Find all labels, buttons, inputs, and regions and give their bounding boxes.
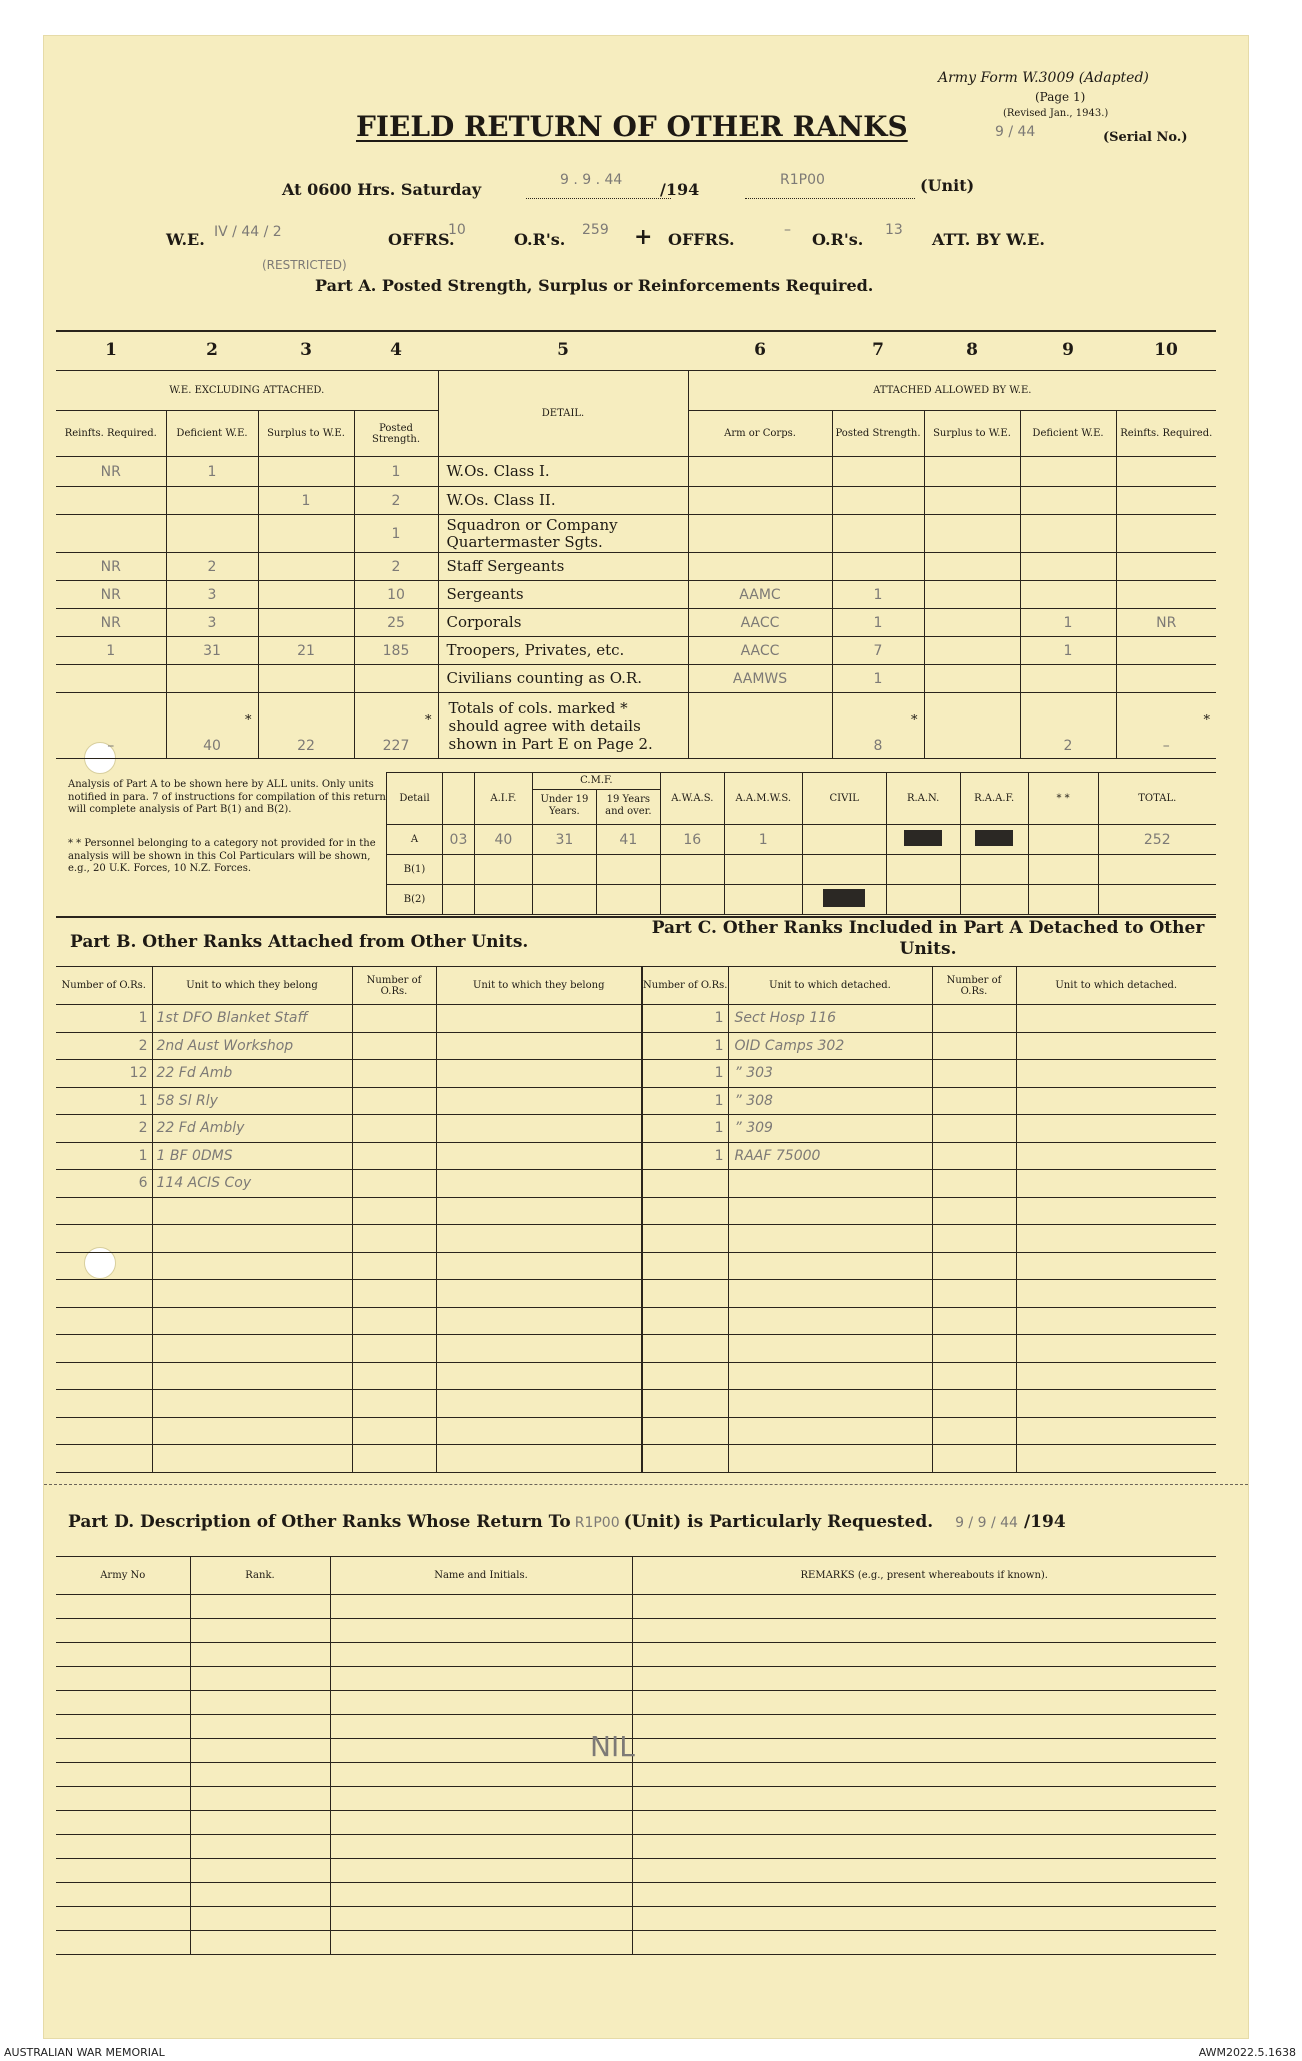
hw-cell xyxy=(688,457,832,487)
part-d-row xyxy=(56,1667,1216,1691)
part-a-row xyxy=(56,457,1216,487)
part-a-row xyxy=(56,609,1216,637)
hw-cell xyxy=(1020,457,1116,487)
part-b-col: Number of O.Rs. xyxy=(56,967,152,1005)
col-header: Deficient W.E. xyxy=(166,411,258,457)
detail-cell: Civilians counting as O.R. xyxy=(438,665,688,693)
hw-cell: 2 xyxy=(166,553,258,581)
col-number: 9 xyxy=(1062,340,1074,360)
analysis-row-label: B(1) xyxy=(387,855,443,885)
analysis-cell: 16 xyxy=(660,825,724,855)
hw-restricted: (RESTRICTED) xyxy=(262,258,347,272)
hw-cell xyxy=(1020,581,1116,609)
hw-cell: AACC xyxy=(688,609,832,637)
hw-cell: 3 xyxy=(166,581,258,609)
detail-cell: Staff Sergeants xyxy=(438,553,688,581)
part-c-col: Unit to which detached. xyxy=(1016,967,1216,1005)
part-d-year: /194 xyxy=(1023,1512,1066,1532)
part-a-row xyxy=(56,553,1216,581)
hw-cell xyxy=(924,581,1020,609)
hw-cell: 1 xyxy=(1020,637,1116,665)
col-header: Deficient W.E. xyxy=(1020,411,1116,457)
hw-cell xyxy=(832,457,924,487)
analysis-cell: 1 xyxy=(724,825,802,855)
col-number: 5 xyxy=(557,340,569,360)
part-d-row xyxy=(56,1619,1216,1643)
cmf-group xyxy=(532,773,660,825)
part-d-row xyxy=(56,1715,1216,1739)
part-d-row xyxy=(56,1835,1216,1859)
hw-part-c-count: 1 xyxy=(642,1115,728,1143)
hw-cell: AACC xyxy=(688,637,832,665)
hw-cell xyxy=(1116,457,1216,487)
part-bc-row xyxy=(56,1170,1216,1198)
part-d-row xyxy=(56,1811,1216,1835)
part-d-row xyxy=(56,1595,1216,1619)
hw-part-b-count: 12 xyxy=(56,1060,152,1088)
col-number: 4 xyxy=(390,340,402,360)
col-header: Reinfts. Required. xyxy=(56,411,166,457)
hw-ors: 259 xyxy=(582,222,609,238)
detail-cell: W.Os. Class II. xyxy=(438,487,688,515)
detail-cell: Corporals xyxy=(438,609,688,637)
part-b-col: Unit to which they belong xyxy=(152,967,352,1005)
hw-total: – xyxy=(107,738,115,754)
hw-cell xyxy=(258,553,354,581)
part-a-row xyxy=(56,487,1216,515)
unit-line xyxy=(745,198,915,199)
part-d-row xyxy=(56,1859,1216,1883)
part-c-col: Unit to which detached. xyxy=(728,967,932,1005)
part-d-row xyxy=(56,1931,1216,1955)
analysis-cell: 31 xyxy=(532,825,596,855)
star-marker: * xyxy=(1203,713,1210,728)
att-label: ATT. BY W.E. xyxy=(932,230,1045,249)
part-d-title xyxy=(68,1512,1066,1532)
col-header: Posted Strength. xyxy=(354,411,438,457)
part-c-col: Number of O.Rs. xyxy=(642,967,728,1005)
col-number: 8 xyxy=(966,340,978,360)
hw-cell xyxy=(354,665,438,693)
we-label: W.E. xyxy=(166,230,205,249)
part-bc-row xyxy=(56,1335,1216,1363)
col-number: 6 xyxy=(754,340,766,360)
col-header: Surplus to W.E. xyxy=(924,411,1020,457)
year-label: /194 xyxy=(660,180,700,199)
analysis-cell: 03 xyxy=(442,825,474,855)
hw-part-b-count: 1 xyxy=(56,1087,152,1115)
hw-part-b-unit: 22 Fd Ambly xyxy=(152,1115,352,1143)
hw-cell xyxy=(56,665,166,693)
hw-cell: 1 xyxy=(832,665,924,693)
hw-total: 2 xyxy=(1063,738,1073,754)
part-bc-row xyxy=(56,1445,1216,1473)
hw-part-b-count: 2 xyxy=(56,1115,152,1143)
analysis-header: R.A.N. xyxy=(886,773,960,825)
part-d-row xyxy=(56,1643,1216,1667)
hw-part-b-count: 2 xyxy=(56,1032,152,1060)
hw-part-b-count: 1 xyxy=(56,1005,152,1033)
part-d-col: REMARKS (e.g., present whereabouts if known). xyxy=(632,1557,1216,1595)
part-bc-row xyxy=(56,1417,1216,1445)
part-d-row xyxy=(56,1907,1216,1931)
col-number: 1 xyxy=(105,340,117,360)
part-d-table xyxy=(56,1556,1216,1955)
part-b-title: Part B. Other Ranks Attached from Other Units. xyxy=(70,932,529,952)
part-a-row xyxy=(56,637,1216,665)
hw-cell: 7 xyxy=(832,637,924,665)
hw-cell xyxy=(924,637,1020,665)
unit-label: (Unit) xyxy=(920,176,975,195)
hw-part-c-count: 1 xyxy=(642,1005,728,1033)
hw-part-b-unit: 22 Fd Amb xyxy=(152,1060,352,1088)
hw-cell: NR xyxy=(56,581,166,609)
part-bc-row xyxy=(56,1280,1216,1308)
col-header: Arm or Corps. xyxy=(688,411,832,457)
hw-cell xyxy=(56,487,166,515)
hw-cell xyxy=(1116,665,1216,693)
redaction-block xyxy=(886,825,960,855)
hw-total: 40 xyxy=(203,738,221,754)
hw-cell xyxy=(832,553,924,581)
hw-cell: NR xyxy=(56,609,166,637)
part-bc-row xyxy=(56,1307,1216,1335)
hw-offrs2: – xyxy=(784,222,791,238)
hw-cell: NR xyxy=(1116,609,1216,637)
hw-cell xyxy=(832,487,924,515)
hw-cell xyxy=(166,487,258,515)
hw-cell xyxy=(688,487,832,515)
hw-part-c-unit: ” 309 xyxy=(728,1115,932,1143)
redaction-block xyxy=(802,885,886,915)
hw-cell xyxy=(924,515,1020,553)
hw-total: 227 xyxy=(382,738,410,754)
col-number: 3 xyxy=(300,340,312,360)
perforation-line xyxy=(44,1484,1248,1485)
hw-cell: 1 xyxy=(354,515,438,553)
analysis-header: R.A.A.F. xyxy=(960,773,1028,825)
hw-part-b-unit: 2nd Aust Workshop xyxy=(152,1032,352,1060)
hw-cell: 1 xyxy=(56,637,166,665)
hw-total: 22 xyxy=(297,738,315,754)
hw-cell: 1 xyxy=(832,581,924,609)
part-bc-row xyxy=(56,1362,1216,1390)
date-line xyxy=(526,198,671,199)
right-group-header: ATTACHED ALLOWED BY W.E. xyxy=(688,371,1216,411)
detail-cell: Troopers, Privates, etc. xyxy=(438,637,688,665)
analysis-note-2: * * Personnel belonging to a category not provided for in the analysis will be shown in this Col Particulars will be shown, e.g., 20 U.K. Forces, 10 N.Z. Forces. xyxy=(68,838,376,874)
hw-cell xyxy=(166,515,258,553)
hw-cell xyxy=(924,487,1020,515)
hw-part-b-unit: 114 ACIS Coy xyxy=(152,1170,352,1198)
col-header: Surplus to W.E. xyxy=(258,411,354,457)
hw-cell xyxy=(1116,487,1216,515)
part-d-title-a: Part D. Description of Other Ranks Whose Return To xyxy=(68,1512,571,1532)
col-header: Posted Strength. xyxy=(832,411,924,457)
footer-right: AWM2022.5.1638 xyxy=(1198,2046,1296,2059)
analysis-header: CIVIL xyxy=(802,773,886,825)
hw-total: 8 xyxy=(873,738,883,754)
hw-part-d-date: 9 / 9 / 44 xyxy=(955,1515,1018,1531)
hw-cell: 3 xyxy=(166,609,258,637)
detail-cell: W.Os. Class I. xyxy=(438,457,688,487)
hw-date: 9 . 9 . 44 xyxy=(560,172,623,188)
hw-cell xyxy=(832,515,924,553)
part-d-col: Rank. xyxy=(190,1557,330,1595)
part-a-totals-row xyxy=(56,693,1216,759)
hw-cell xyxy=(258,609,354,637)
offrs-label: OFFRS. xyxy=(388,230,455,249)
hw-cell xyxy=(258,581,354,609)
hw-cell xyxy=(258,457,354,487)
analysis-cell: 40 xyxy=(474,825,532,855)
col-number: 7 xyxy=(872,340,884,360)
hw-cell xyxy=(924,553,1020,581)
part-d-col: Name and Initials. xyxy=(330,1557,632,1595)
part-b-col: Number of O.Rs. xyxy=(352,967,436,1005)
detail-cell: Squadron or Company Quartermaster Sgts. xyxy=(438,515,688,553)
hw-cell: 1 xyxy=(1020,609,1116,637)
hw-cell xyxy=(924,609,1020,637)
hw-cell: 25 xyxy=(354,609,438,637)
hw-cell xyxy=(1020,515,1116,553)
part-bc-row xyxy=(56,1032,1216,1060)
analysis-header: A.W.A.S. xyxy=(660,773,724,825)
analysis-header: * * xyxy=(1028,773,1098,825)
hw-cell xyxy=(1020,553,1116,581)
part-bc-row xyxy=(56,1197,1216,1225)
analysis-header: A.I.F. xyxy=(474,773,532,825)
part-bc-row xyxy=(56,1390,1216,1418)
hw-cell xyxy=(1020,487,1116,515)
hw-cell: 21 xyxy=(258,637,354,665)
hw-serial: 9 / 44 xyxy=(995,124,1036,140)
part-d-row xyxy=(56,1739,1216,1763)
part-c-title: Part C. Other Ranks Included in Part A Detached to Other Units. xyxy=(651,918,1205,959)
part-c-col: Number of O.Rs. xyxy=(932,967,1016,1005)
column-numbers xyxy=(56,332,1216,370)
footer-left: AUSTRALIAN WAR MEMORIAL xyxy=(4,2046,165,2059)
hw-cell: NR xyxy=(56,553,166,581)
hw-cell xyxy=(1116,515,1216,553)
hw-cell: 2 xyxy=(354,487,438,515)
analysis-total: 252 xyxy=(1098,825,1216,855)
part-b-col: Unit to which they belong xyxy=(436,967,642,1005)
hw-cell xyxy=(1116,553,1216,581)
star-marker: * xyxy=(911,713,918,728)
hw-part-c-unit: RAAF 75000 xyxy=(728,1142,932,1170)
page-number: (Page 1) xyxy=(1035,90,1086,104)
part-d-row xyxy=(56,1691,1216,1715)
hw-cell: AAMWS xyxy=(688,665,832,693)
analysis-header: A.A.M.W.S. xyxy=(724,773,802,825)
hw-cell xyxy=(1020,665,1116,693)
hw-cell xyxy=(56,515,166,553)
part-bc-table xyxy=(56,966,1216,1473)
part-d-title-b: (Unit) is Particularly Requested. xyxy=(623,1512,934,1532)
analysis-header: Detail xyxy=(387,773,443,825)
part-bc-row xyxy=(56,1005,1216,1033)
hw-cell xyxy=(924,665,1020,693)
serial-label: (Serial No.) xyxy=(1103,130,1188,145)
hw-total: – xyxy=(1162,738,1170,754)
part-d-col: Army No xyxy=(56,1557,190,1595)
hw-cell: 10 xyxy=(354,581,438,609)
hw-part-b-count: 6 xyxy=(56,1170,152,1198)
hw-cell: 1 xyxy=(166,457,258,487)
hw-part-c-unit: ” 308 xyxy=(728,1087,932,1115)
hw-cell xyxy=(258,665,354,693)
hw-cell xyxy=(924,457,1020,487)
star-marker: * xyxy=(425,713,432,728)
part-bc-row xyxy=(56,1252,1216,1280)
hw-cell xyxy=(166,665,258,693)
col-number: 2 xyxy=(206,340,218,360)
hw-offrs: 10 xyxy=(448,222,466,238)
hw-part-c-unit: ” 303 xyxy=(728,1060,932,1088)
analysis-row-label: B(2) xyxy=(387,885,443,915)
plus-sign: + xyxy=(634,224,653,250)
analysis-header: TOTAL. xyxy=(1098,773,1216,825)
ors2-label: O.R's. xyxy=(812,230,864,249)
analysis-table xyxy=(386,772,1216,915)
part-bc-row xyxy=(56,1115,1216,1143)
analysis-cell: 41 xyxy=(596,825,660,855)
hw-cell: 2 xyxy=(354,553,438,581)
hw-part-c-count: 1 xyxy=(642,1142,728,1170)
hw-cell xyxy=(688,515,832,553)
hw-part-c-count: 1 xyxy=(642,1032,728,1060)
form-id: Army Form W.3009 (Adapted) xyxy=(938,70,1149,86)
part-a-table xyxy=(56,370,1216,759)
part-bc-row xyxy=(56,1225,1216,1253)
hw-ors2: 13 xyxy=(885,222,903,238)
hw-part-c-unit: OID Camps 302 xyxy=(728,1032,932,1060)
offrs2-label: OFFRS. xyxy=(668,230,735,249)
hw-nil: NIL xyxy=(590,1730,635,1763)
hw-part-d-unit: R1P00 xyxy=(574,1515,620,1531)
hw-cell: 1 xyxy=(258,487,354,515)
hw-cell: 1 xyxy=(832,609,924,637)
detail-cell: Sergeants xyxy=(438,581,688,609)
cmf-over-19: 19 Years and over. xyxy=(605,794,652,817)
cmf-under-19: Under 19 Years. xyxy=(533,790,597,824)
redaction-block xyxy=(960,825,1028,855)
part-d-row xyxy=(56,1787,1216,1811)
part-a-title: Part A. Posted Strength, Surplus or Reinforcements Required. xyxy=(315,276,874,295)
hw-part-c-count: 1 xyxy=(642,1060,728,1088)
hw-part-b-unit: 58 Sl Rly xyxy=(152,1087,352,1115)
totals-detail: Totals of cols. marked * should agree with details shown in Part E on Page 2. xyxy=(438,693,688,759)
hw-part-b-unit: 1 BF 0DMS xyxy=(152,1142,352,1170)
part-a-row xyxy=(56,581,1216,609)
col-number: 10 xyxy=(1154,340,1178,360)
hw-unit: R1P00 xyxy=(780,172,825,188)
ors-label: O.R's. xyxy=(514,230,566,249)
star-marker: * xyxy=(245,713,252,728)
hw-part-b-count: 1 xyxy=(56,1142,152,1170)
left-group-header: W.E. EXCLUDING ATTACHED. xyxy=(56,371,438,411)
page-title: FIELD RETURN OF OTHER RANKS xyxy=(356,110,908,143)
revised-date: (Revised Jan., 1943.) xyxy=(1003,108,1109,119)
hw-part-c-count: 1 xyxy=(642,1087,728,1115)
hw-cell: 31 xyxy=(166,637,258,665)
part-a-row xyxy=(56,665,1216,693)
hw-we: IV / 44 / 2 xyxy=(214,224,282,240)
hw-cell: 185 xyxy=(354,637,438,665)
hw-cell xyxy=(1116,637,1216,665)
col-header: Reinfts. Required. xyxy=(1116,411,1216,457)
cmf-header: C.M.F. xyxy=(533,773,660,790)
hw-cell: AAMC xyxy=(688,581,832,609)
hw-part-c-unit: Sect Hosp 116 xyxy=(728,1005,932,1033)
hw-cell xyxy=(1116,581,1216,609)
part-d-row xyxy=(56,1763,1216,1787)
analysis-row-label: A xyxy=(387,825,443,855)
hw-cell: NR xyxy=(56,457,166,487)
detail-header: DETAIL. xyxy=(438,371,688,457)
part-d-row xyxy=(56,1883,1216,1907)
hw-cell xyxy=(258,515,354,553)
part-a-row xyxy=(56,515,1216,553)
hw-cell xyxy=(688,553,832,581)
part-bc-row xyxy=(56,1060,1216,1088)
analysis-note-1: Analysis of Part A to be shown here by ALL units. Only units notified in para. 7 of instructions for compilation of this return will complete analysis of Part B(1) and B(2). xyxy=(68,779,386,815)
part-bc-row xyxy=(56,1087,1216,1115)
hw-cell: 1 xyxy=(354,457,438,487)
part-bc-row xyxy=(56,1142,1216,1170)
time-label: At 0600 Hrs. Saturday xyxy=(282,180,482,199)
hw-part-b-unit: 1st DFO Blanket Staff xyxy=(152,1005,352,1033)
